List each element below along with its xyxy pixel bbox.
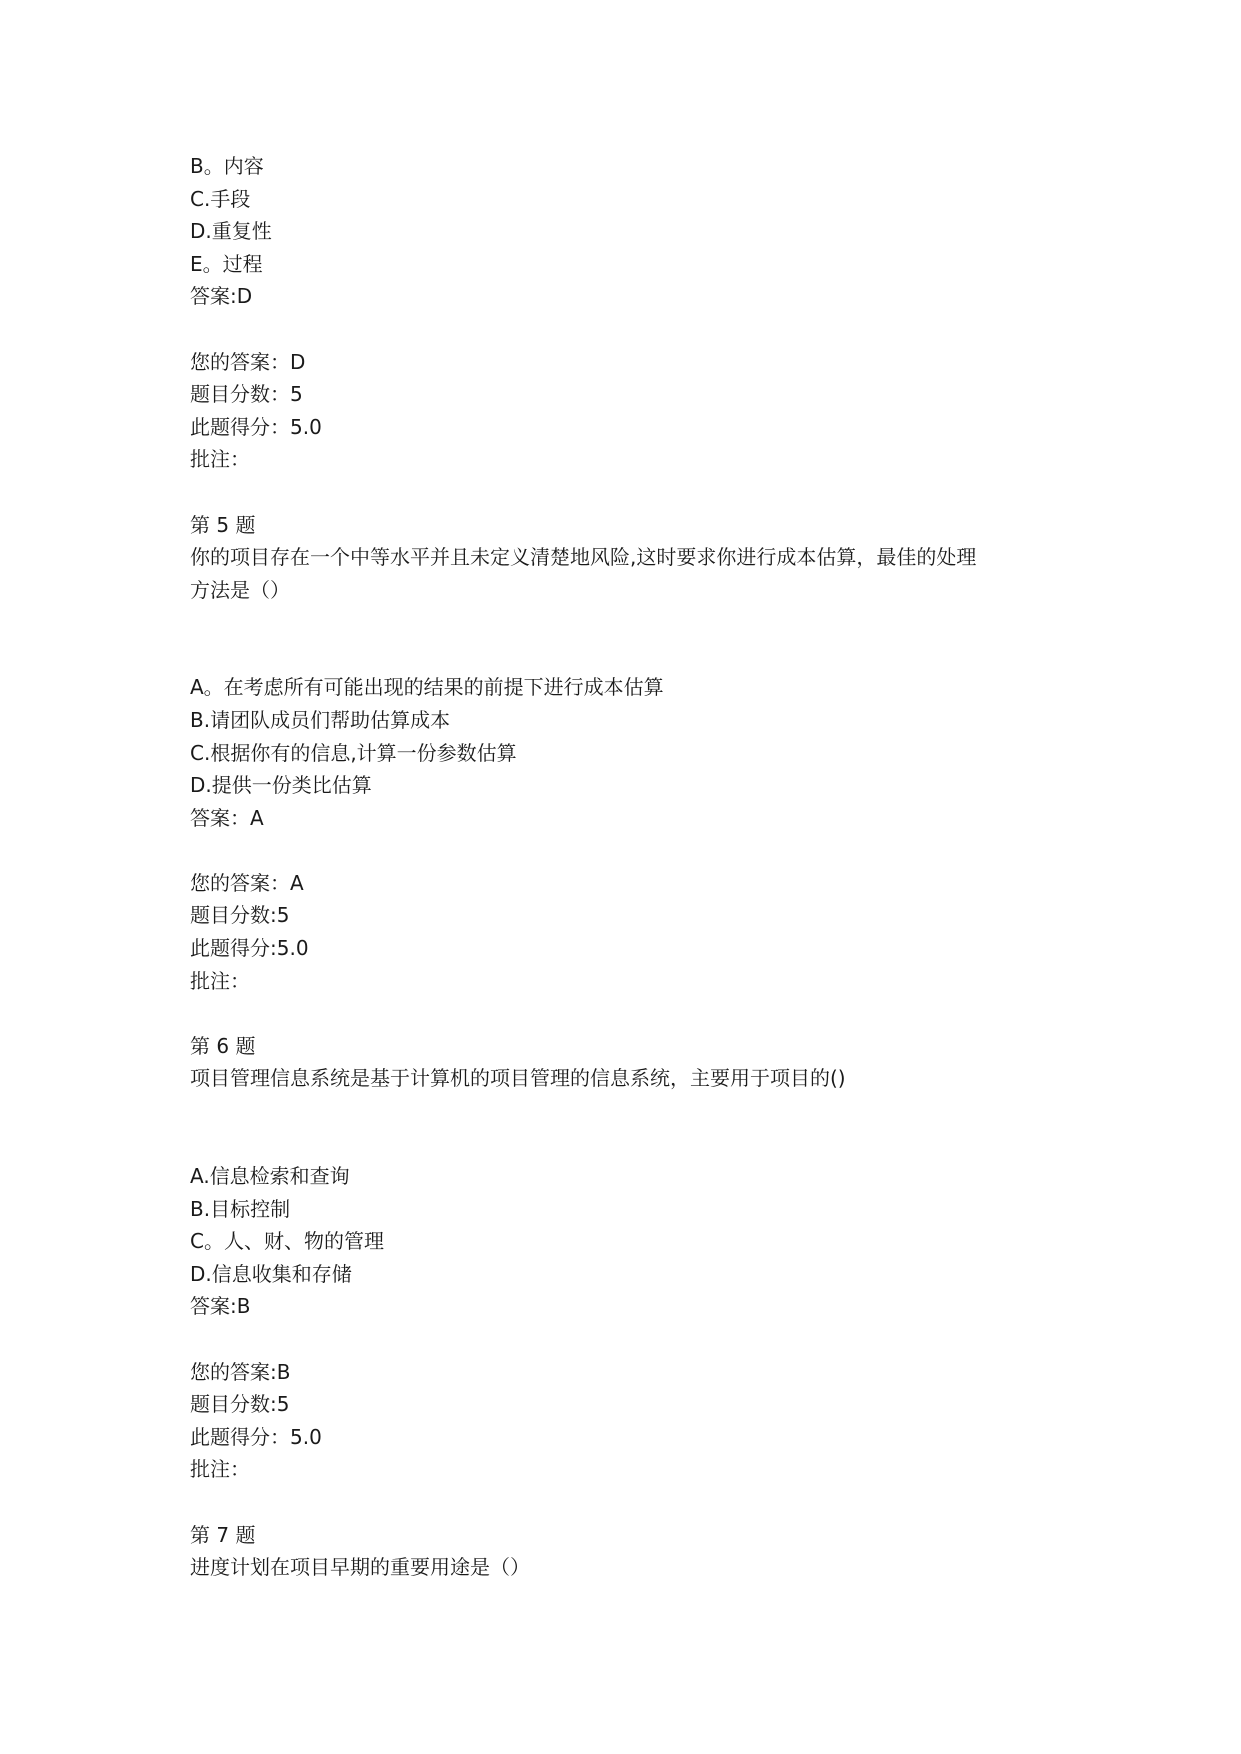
comment-label: 批注： — [190, 1457, 250, 1482]
option-a: A.信息检索和查询 — [190, 1164, 350, 1189]
option-c: C.手段 — [190, 186, 251, 211]
option-a: A。在考虑所有可能出现的结果的前提下进行成本估算 — [190, 675, 664, 700]
option-b: B。内容 — [190, 154, 264, 178]
option-d: D.信息收集和存储 — [190, 1261, 352, 1286]
answer: 答案:D — [190, 284, 253, 309]
your-answer: 您的答案:B — [190, 1359, 291, 1384]
comment-label: 批注： — [190, 447, 250, 472]
question-4-tail — [190, 150, 1090, 476]
your-answer: 您的答案：A — [190, 870, 304, 895]
option-c: C。人、财、物的管理 — [190, 1229, 384, 1254]
document-body — [190, 150, 1090, 1584]
question-score: 题目分数：5 — [190, 382, 303, 407]
question-heading: 第 7 题 — [190, 1522, 256, 1547]
answer: 答案：A — [190, 805, 264, 830]
earned-score: 此题得分：5.0 — [190, 1424, 322, 1449]
option-b: B.请团队成员们帮助估算成本 — [190, 707, 451, 732]
option-e: E。过程 — [190, 251, 263, 276]
question-heading: 第 6 题 — [190, 1033, 256, 1058]
option-c: C.根据你有的信息,计算一份参数估算 — [190, 740, 517, 765]
question-text-line-1: 你的项目存在一个中等水平并且未定义清楚地风险,这时要求你进行成本估算，最佳的处理 — [190, 545, 977, 570]
earned-score: 此题得分:5.0 — [190, 936, 309, 961]
question-score: 题目分数:5 — [190, 903, 290, 928]
your-answer: 您的答案：D — [190, 349, 306, 374]
option-d: D.重复性 — [190, 219, 272, 244]
option-d: D.提供一份类比估算 — [190, 773, 372, 798]
option-b: B.目标控制 — [190, 1196, 291, 1221]
question-heading: 第 5 题 — [190, 512, 256, 537]
comment-label: 批注： — [190, 968, 250, 993]
question-text-line-2: 方法是（） — [190, 577, 290, 602]
question-text-line-1: 进度计划在项目早期的重要用途是（） — [190, 1555, 530, 1580]
answer: 答案:B — [190, 1294, 251, 1319]
earned-score: 此题得分：5.0 — [190, 414, 322, 439]
question-7 — [190, 1519, 1090, 1584]
question-6 — [190, 1030, 1090, 1486]
question-score: 题目分数:5 — [190, 1392, 290, 1417]
question-5 — [190, 509, 1090, 998]
question-text-line-1: 项目管理信息系统是基于计算机的项目管理的信息系统，主要用于项目的() — [190, 1066, 846, 1091]
